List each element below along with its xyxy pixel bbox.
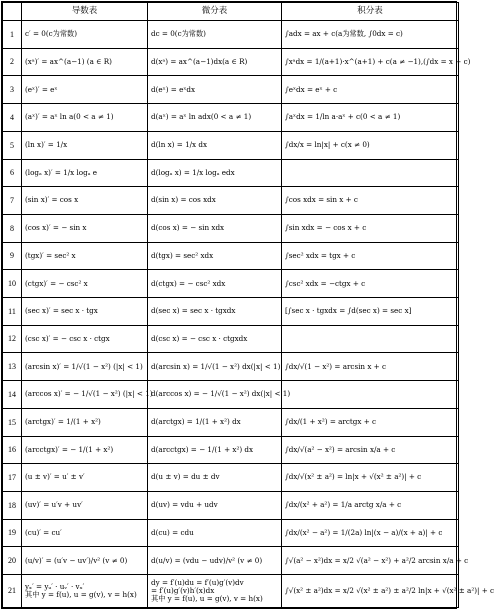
differential-formula bbox=[148, 575, 282, 608]
table-row bbox=[3, 325, 459, 353]
integral-formula: ∫cos xdx = sin x + c bbox=[282, 187, 459, 215]
integral-formula: ∫eˣdx = eˣ + c bbox=[282, 76, 459, 104]
chain-differential-line: = f′(u)g′(v)h′(x)dx bbox=[151, 585, 215, 595]
derivative-formula: (csc x)′ = − csc x · ctgx bbox=[22, 325, 148, 353]
row-number: 11 bbox=[3, 298, 22, 326]
row-number: 3 bbox=[3, 76, 22, 104]
formula-table bbox=[2, 2, 494, 608]
differential-formula: d(xᵃ) = ax^(a−1)dx(a ∈ R) bbox=[148, 48, 282, 76]
table-row bbox=[3, 381, 459, 409]
integral-formula: ∫dx/√(1 − x²) = arcsin x + c bbox=[282, 353, 459, 381]
differential-formula: d(aˣ) = aˣ ln adx(0 < a ≠ 1) bbox=[148, 104, 282, 132]
integral-formula bbox=[282, 325, 459, 353]
chain-rule-line: yₓ′ = yᵤ′ · uᵥ′ · vₓ′ bbox=[25, 581, 85, 591]
derivative-formula: (arcsin x)′ = 1/√(1 − x²) (|x| < 1) bbox=[22, 353, 148, 381]
differential-formula: d(u ± v) = du ± dv bbox=[148, 464, 282, 492]
row-number: 19 bbox=[3, 519, 22, 547]
table-row bbox=[3, 242, 459, 270]
row-number: 7 bbox=[3, 187, 22, 215]
table-row bbox=[3, 48, 459, 76]
integral-formula: ∫dx/(1 + x²) = arctgx + c bbox=[282, 408, 459, 436]
row-number: 17 bbox=[3, 464, 22, 492]
derivative-formula: (uv)′ = u′v + uv′ bbox=[22, 491, 148, 519]
differential-formula: d(eˣ) = eˣdx bbox=[148, 76, 282, 104]
row-number: 5 bbox=[3, 131, 22, 159]
row-number: 10 bbox=[3, 270, 22, 298]
derivative-formula: (arccos x)′ = − 1/√(1 − x²) (|x| < 1) bbox=[22, 381, 148, 409]
differential-formula: d(arctgx) = 1/(1 + x²) dx bbox=[148, 408, 282, 436]
row-number: 12 bbox=[3, 325, 22, 353]
table-row bbox=[3, 491, 459, 519]
integral-formula bbox=[282, 159, 459, 187]
header-differential-table: 微分表 bbox=[148, 3, 282, 21]
row-number: 13 bbox=[3, 353, 22, 381]
derivative-formula: (sec x)′ = sec x · tgx bbox=[22, 298, 148, 326]
table-row bbox=[3, 21, 459, 49]
row-number: 4 bbox=[3, 104, 22, 132]
derivative-formula: (sin x)′ = cos x bbox=[22, 187, 148, 215]
row-number: 18 bbox=[3, 491, 22, 519]
table-row bbox=[3, 270, 459, 298]
derivative-formula: (arcctgx)′ = − 1/(1 + x²) bbox=[22, 436, 148, 464]
derivative-formula bbox=[22, 575, 148, 608]
differential-formula: d(arcctgx) = − 1/(1 + x²) dx bbox=[148, 436, 282, 464]
derivative-formula: (cu)′ = cu′ bbox=[22, 519, 148, 547]
differential-formula: d(ctgx) = − csc² xdx bbox=[148, 270, 282, 298]
chain-rule-condition: 其中 y = f(u), u = g(v), v = h(x) bbox=[25, 590, 137, 600]
row-number: 21 bbox=[3, 575, 22, 608]
header-number bbox=[3, 3, 22, 21]
header-integral-table: 积分表 bbox=[282, 3, 459, 21]
row-number: 9 bbox=[3, 242, 22, 270]
differential-formula: d(cu) = cdu bbox=[148, 519, 282, 547]
derivative-formula: (eˣ)′ = eˣ bbox=[22, 76, 148, 104]
integral-formula: ∫xᵃdx = 1/(a+1)·x^(a+1) + c(a ≠ −1),(∫dx = x + c) bbox=[282, 48, 459, 76]
integral-formula: ∫dx/(x² − a²) = 1/(2a) ln|(x − a)/(x + a)| + c bbox=[282, 519, 459, 547]
differential-formula: d(u/v) = (vdu − udv)/v² (v ≠ 0) bbox=[148, 547, 282, 575]
table-row bbox=[3, 76, 459, 104]
derivative-formula: (tgx)′ = sec² x bbox=[22, 242, 148, 270]
table-row bbox=[3, 547, 459, 575]
integral-formula: ∫dx/√(a² − x²) = arcsin x/a + c bbox=[282, 436, 459, 464]
differential-formula: d(uv) = vdu + udv bbox=[148, 491, 282, 519]
differential-formula: d(tgx) = sec² xdx bbox=[148, 242, 282, 270]
table-row bbox=[3, 436, 459, 464]
row-number: 14 bbox=[3, 381, 22, 409]
row-number: 2 bbox=[3, 48, 22, 76]
table-row bbox=[3, 353, 459, 381]
integral-formula: ∫adx = ax + c(a为常数, ∫0dx = c) bbox=[282, 21, 459, 49]
derivative-formula: c′ = 0(c为常数) bbox=[22, 21, 148, 49]
integral-formula: ∫√(x² ± a²)dx = x/2 √(x² ± a²) ± a²/2 ln|x + √(x² ± a²)| + c bbox=[282, 575, 459, 608]
table-row bbox=[3, 131, 459, 159]
table-row bbox=[3, 464, 459, 492]
derivative-formula: (arctgx)′ = 1/(1 + x²) bbox=[22, 408, 148, 436]
differential-formula: d(csc x) = − csc x · ctgxdx bbox=[148, 325, 282, 353]
derivative-formula: (ctgx)′ = − csc² x bbox=[22, 270, 148, 298]
formula-table-sheet bbox=[1, 1, 494, 609]
integral-formula: ∫aˣdx = 1/ln a·aˣ + c(0 < a ≠ 1) bbox=[282, 104, 459, 132]
row-number: 20 bbox=[3, 547, 22, 575]
derivative-formula: (logₐ x)′ = 1/x logₐ e bbox=[22, 159, 148, 187]
differential-formula: d(ln x) = 1/x dx bbox=[148, 131, 282, 159]
differential-formula: dc = 0(c为常数) bbox=[148, 21, 282, 49]
table-row bbox=[3, 575, 459, 608]
integral-formula: ∫sec² xdx = tgx + c bbox=[282, 242, 459, 270]
integral-formula: ∫dx/(x² + a²) = 1/a arctg x/a + c bbox=[282, 491, 459, 519]
differential-formula: d(cos x) = − sin xdx bbox=[148, 214, 282, 242]
derivative-formula: (aˣ)′ = aˣ ln a(0 < a ≠ 1) bbox=[22, 104, 148, 132]
header-row bbox=[3, 3, 459, 21]
row-number: 6 bbox=[3, 159, 22, 187]
integral-formula: ∫dx/x = ln|x| + c(x ≠ 0) bbox=[282, 131, 459, 159]
table-row bbox=[3, 519, 459, 547]
derivative-formula: (u ± v)′ = u′ ± v′ bbox=[22, 464, 148, 492]
differential-formula: d(sin x) = cos xdx bbox=[148, 187, 282, 215]
integral-formula: ∫dx/√(x² ± a²) = ln|x + √(x² ± a²)| + c bbox=[282, 464, 459, 492]
row-number: 16 bbox=[3, 436, 22, 464]
table-row bbox=[3, 104, 459, 132]
differential-formula: d(logₐ x) = 1/x logₐ edx bbox=[148, 159, 282, 187]
row-number: 1 bbox=[3, 21, 22, 49]
integral-formula: ∫csc² xdx = −ctgx + c bbox=[282, 270, 459, 298]
differential-formula: d(arcsin x) = 1/√(1 − x²) dx(|x| < 1) bbox=[148, 353, 282, 381]
derivative-formula: (xᵃ)′ = ax^(a−1) (a ∈ R) bbox=[22, 48, 148, 76]
table-row bbox=[3, 298, 459, 326]
table-row bbox=[3, 159, 459, 187]
chain-differential-condition: 其中 y = f(u), u = g(v), v = h(x) bbox=[151, 594, 263, 604]
row-number: 8 bbox=[3, 214, 22, 242]
integral-formula: [∫sec x · tgxdx = ∫d(sec x) = sec x] bbox=[282, 298, 459, 326]
table-row bbox=[3, 187, 459, 215]
differential-formula: d(arccos x) = − 1/√(1 − x²) dx(|x| < 1) bbox=[148, 381, 282, 409]
derivative-formula: (u/v)′ = (u′v − uv′)/v² (v ≠ 0) bbox=[22, 547, 148, 575]
integral-formula: ∫√(a² − x²)dx = x/2 √(a² − x²) + a²/2 arcsin x/a + c bbox=[282, 547, 459, 575]
integral-formula: ∫sin xdx = − cos x + c bbox=[282, 214, 459, 242]
table-row bbox=[3, 408, 459, 436]
header-derivative-table: 导数表 bbox=[22, 3, 148, 21]
derivative-formula: (cos x)′ = − sin x bbox=[22, 214, 148, 242]
differential-formula: d(sec x) = sec x · tgxdx bbox=[148, 298, 282, 326]
chain-differential-line: dy = f′(u)du = f′(u)g′(v)dv bbox=[151, 577, 244, 587]
row-number: 15 bbox=[3, 408, 22, 436]
derivative-formula: (ln x)′ = 1/x bbox=[22, 131, 148, 159]
integral-formula bbox=[282, 381, 459, 409]
table-row bbox=[3, 214, 459, 242]
